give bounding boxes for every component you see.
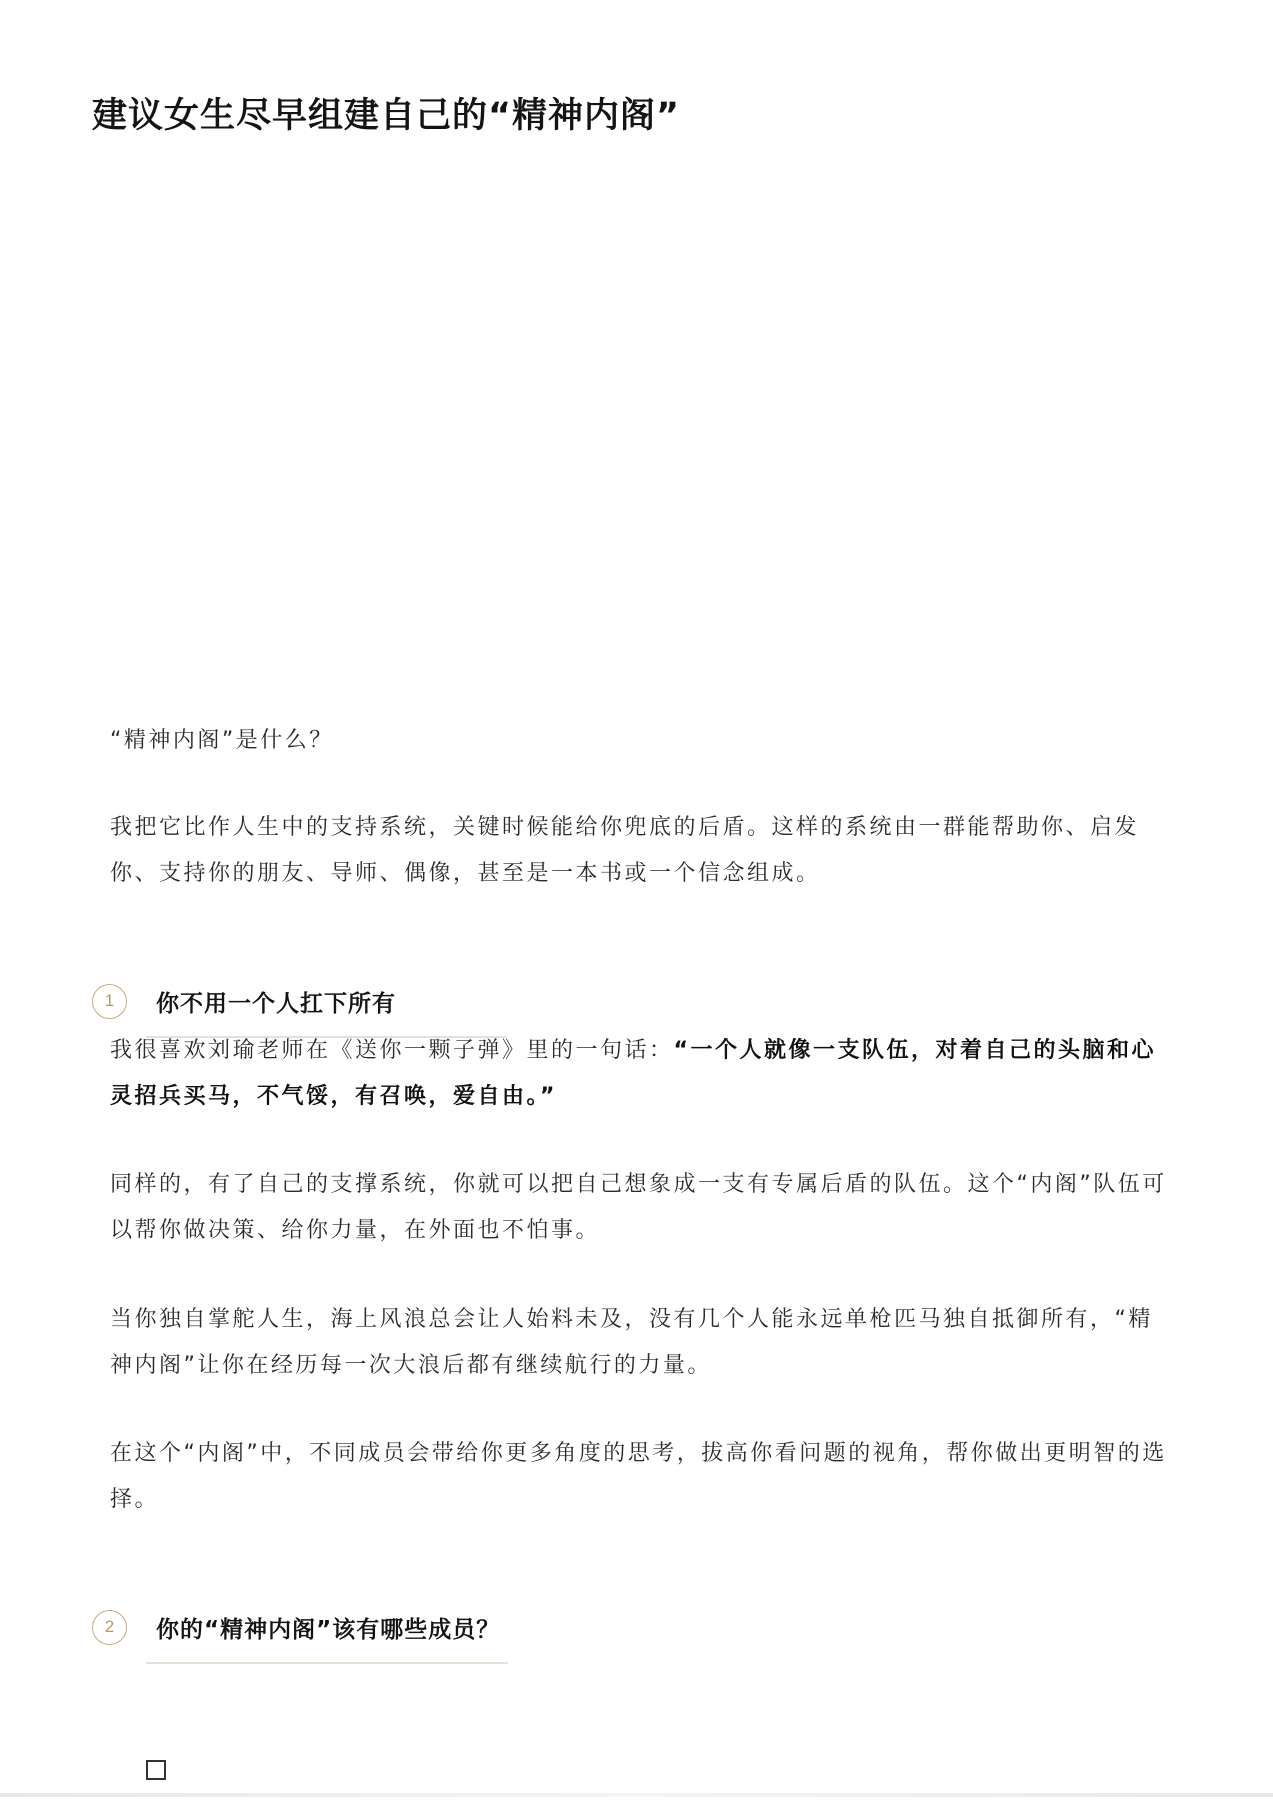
intro-paragraph: 我把它比作人生中的支持系统，关键时候能给你兜底的后盾。这样的系统由一群能帮助你、启发你、支持你的朋友、导师、偶像，甚至是一本书或一个信念组成。 — [110, 815, 1140, 886]
body-paragraph: 同样的，有了自己的支撑系统，你就可以把自己想象成一支有专属后盾的队伍。这个“内阁”队伍可以帮你做决策、给你力量，在外面也不怕事。 — [110, 1172, 1167, 1243]
quote-intro-text: 我很喜欢刘瑜老师在《送你一颗子弹》里的一句话： — [110, 1038, 674, 1063]
page-title: 建议女生尽早组建自己的“精神内阁” — [92, 96, 681, 136]
section-title: 你不用一个人扛下所有 — [156, 991, 396, 1017]
quote-paragraph — [110, 1028, 1170, 1120]
body-paragraph: 当你独自掌舵人生，海上风浪总会让人始料未及，没有几个人能永远单枪匹马独自抵御所有，“精神内阁”让你在经历每一次大浪后都有继续航行的力量。 — [110, 1307, 1153, 1378]
bottom-divider — [0, 1793, 1273, 1797]
intro-question: “精神内阁”是什么？ — [110, 728, 334, 753]
section-number-badge: 1 — [92, 984, 127, 1019]
checkbox[interactable] — [146, 1760, 166, 1780]
body-paragraph: 在这个“内阁”中，不同成员会带给你更多角度的思考，拔高你看问题的视角，帮你做出更明智的选择。 — [110, 1441, 1167, 1512]
section-underline — [146, 1662, 508, 1664]
section-number-badge: 2 — [92, 1610, 127, 1645]
quote-bold-text: “一个人就像一支队伍，对着自己的头脑和心灵招兵买马，不气馁，有召唤，爱自由。” — [110, 1038, 1156, 1109]
section-title: 你的“精神内阁”该有哪些成员？ — [156, 1617, 501, 1643]
